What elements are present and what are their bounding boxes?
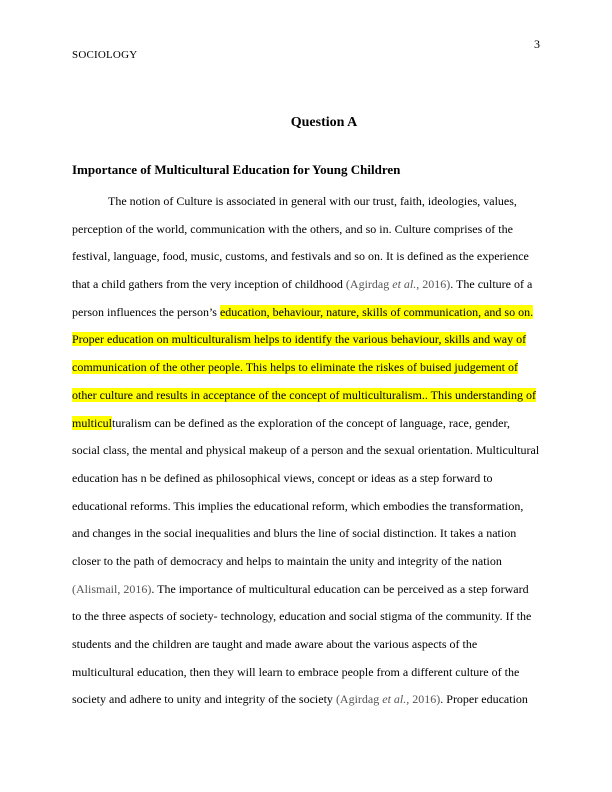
text-line bbox=[72, 412, 540, 440]
highlighted-text: education, behaviour, nature, skills of communication, and so on. bbox=[219, 304, 534, 319]
text-span: . The importance of multicultural education can be perceived as a step forward bbox=[151, 581, 529, 596]
highlighted-text: other culture and results in acceptance of the concept of multiculturalism.. This understanding of bbox=[72, 387, 536, 402]
text-line bbox=[72, 384, 540, 412]
text-line: and changes in the social inequalities and blurs the line of social distinction. It takes a nation bbox=[72, 526, 517, 541]
text-line: education has n be defined as philosophical views, concept or ideas as a step forward to bbox=[72, 470, 493, 485]
text-line bbox=[72, 688, 540, 716]
citation: (Agirdag et al., 2016) bbox=[335, 692, 441, 707]
text-line: festival, language, food, music, customs, and festivals and so on. It is defined as the experience bbox=[72, 249, 529, 264]
highlighted-text: communication of the other people. This helps to eliminate the riskes of buised judgement of bbox=[72, 360, 519, 375]
page-title: Question A bbox=[290, 115, 358, 130]
section-heading: Importance of Multicultural Education for Young Children bbox=[72, 162, 401, 177]
text-span: . Proper education bbox=[440, 692, 528, 707]
body-paragraph bbox=[72, 190, 540, 716]
text-span: person influences the person’s bbox=[72, 304, 220, 319]
highlighted-text: multicul bbox=[72, 415, 112, 430]
text-span: that a child gathers from the very inception of childhood bbox=[72, 277, 346, 292]
text-line: educational reforms. This implies the educational reform, which embodies the transformation, bbox=[72, 498, 524, 513]
text-line: social class, the mental and physical makeup of a person and the sexual orientation. Multicultural bbox=[72, 443, 540, 458]
page-number: 3 bbox=[534, 37, 540, 51]
highlighted-text: Proper education on multiculturalism helps to identify the various behaviour, skills and way of bbox=[72, 332, 527, 347]
text-line bbox=[72, 328, 540, 356]
text-span: society and adhere to unity and integrity of the society bbox=[72, 692, 336, 707]
text-span: turalism can be defined as the exploration of the concept of language, race, gender, bbox=[112, 415, 511, 430]
text-line bbox=[72, 578, 540, 606]
citation: (Alismail, 2016) bbox=[72, 581, 152, 596]
text-line: to the three aspects of society- technology, education and social stigma of the community. If the bbox=[72, 609, 532, 624]
text-span: . The culture of a bbox=[450, 277, 533, 292]
citation: (Agirdag et al., 2016) bbox=[345, 277, 451, 292]
running-head: SOCIOLOGY bbox=[72, 49, 138, 61]
text-line bbox=[72, 273, 540, 301]
text-line: The notion of Culture is associated in general with our trust, faith, ideologies, values, bbox=[108, 194, 517, 208]
text-line: closer to the path of democracy and helps to maintain the unity and integrity of the nation bbox=[72, 553, 502, 568]
text-line: multicultural education, then they will learn to embrace people from a different culture of the bbox=[72, 664, 520, 679]
text-line bbox=[72, 356, 540, 384]
text-line: students and the children are taught and made aware about the various aspects of the bbox=[72, 637, 478, 651]
text-line bbox=[72, 301, 540, 329]
text-line: perception of the world, communication with the others, and so in. Culture comprises of the bbox=[72, 221, 513, 236]
